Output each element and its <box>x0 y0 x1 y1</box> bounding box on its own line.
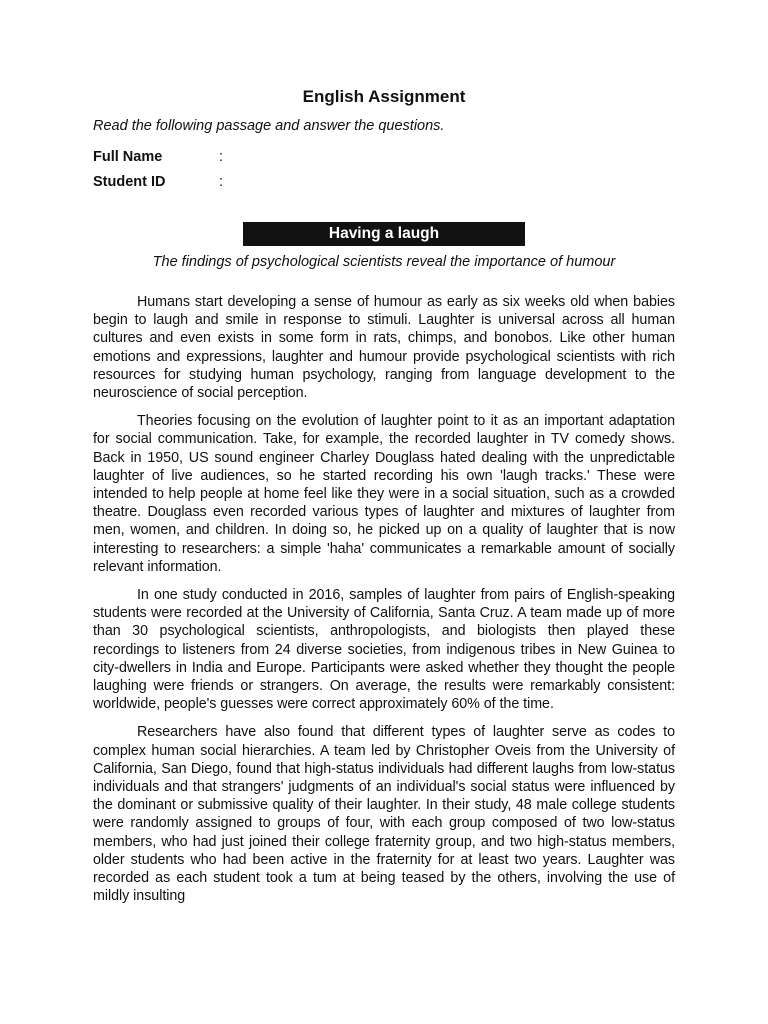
page-title: English Assignment <box>302 87 466 106</box>
student-id-field <box>93 174 223 190</box>
instruction-text: Read the following passage and answer the questions. <box>93 118 445 134</box>
paragraph-3: In one study conducted in 2016, samples of laughter from pairs of English-speaking students were recorded at the University of California, Santa Cruz. A team made up of more than 30 psychological scientists, anthropologists, and biologists then played these recordings to listeners from 24 diverse societies, from indigenous tribes in New Guinea to city-dwellers in India and Europe. Participants were asked whether they thought the people laughing were friends or strangers. On average, the results were remarkably consistent: worldwide, people's guesses were correct approximately 60% of the time. <box>93 587 675 713</box>
paragraph-1: Humans start developing a sense of humour as early as six weeks old when babies begin to laugh and smile in response to stimuli. Laughter is universal across all human cultures and even exists in some form in rats, chimps, and bonobos. Like other human emotions and expressions, laughter and humour provide psychological scientists with rich resources for studying human psychology, ranging from language development to the neuroscience of social perception. <box>93 294 675 402</box>
full-name-field <box>93 149 223 165</box>
article-title: Having a laugh <box>328 225 440 242</box>
full-name-label: Full Name <box>93 149 163 165</box>
student-id-colon: : <box>219 174 224 190</box>
student-id-label: Student ID <box>93 174 166 190</box>
full-name-colon: : <box>219 149 224 165</box>
article-body <box>93 293 675 916</box>
article-title-banner <box>243 222 525 246</box>
paragraph-4: Researchers have also found that different types of laughter serve as codes to complex human social hierarchies. A team led by Christopher Oveis from the University of California, San Diego, found that high-status individuals had different laughs from low-status individuals and that strangers' judgments of an individual's social status were influenced by the dominant or submissive quality of their laughter. In their study, 48 male college students were randomly assigned to groups of four, with each group composed of two low-status members, who had just joined their college fraternity group, and two high-status members, older students who had been active in the fraternity for at least two years. Laughter was recorded as each student took a tum at being teased by the others, involving the use of mildly insulting <box>93 724 675 905</box>
article-subtitle: The findings of psychological scientists reveal the importance of humour <box>152 254 616 270</box>
paragraph-2: Theories focusing on the evolution of laughter point to it as an important adaptation for social communication. Take, for example, the recorded laughter in TV comedy shows. Back in 1950, US sound engineer Charley Douglass hated dealing with the unpredictable laughter of live audiences, so he started recording his own 'laugh tracks.' These were intended to help people at home feel like they were in a social situation, such as a crowded theatre. Douglass even recorded various types of laughter and mixtures of laughter from men, women, and children. In doing so, he picked up on a quality of laughter that is now interesting to researchers: a simple 'haha' communicates a remarkable amount of socially relevant information. <box>93 413 675 575</box>
